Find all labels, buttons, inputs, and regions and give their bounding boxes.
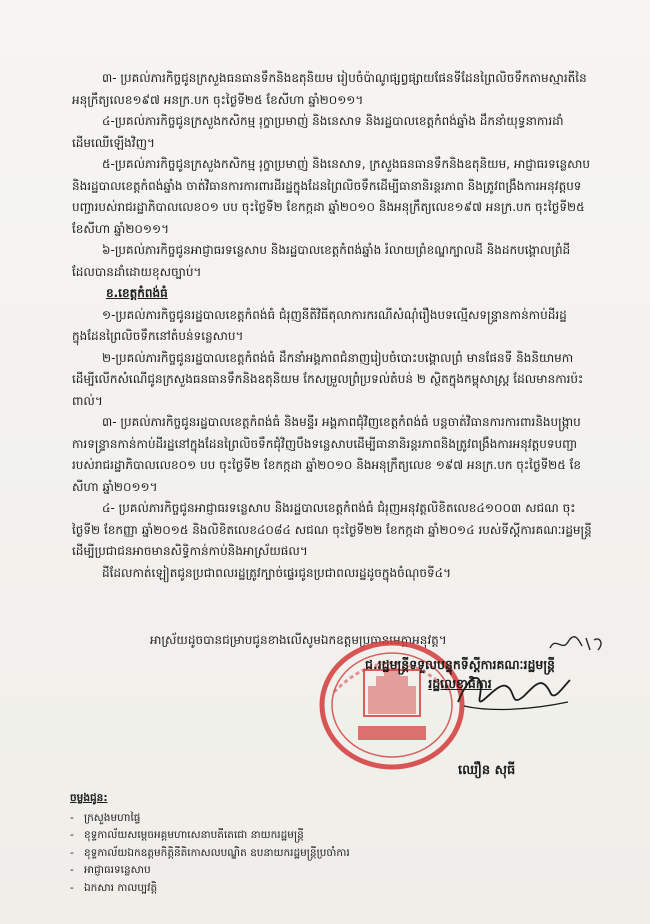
sender-role: រដ្ឋលេខាធិការ — [428, 676, 492, 691]
section-heading: ខ.ខេត្តកំពង់ធំ — [106, 286, 168, 300]
paragraph-b5: ដីដែលកាត់ឡៀតជូនប្រជាពលរដ្ឋត្រូវក្បាច់ផ្ទេរជូនប្រជាពលរដ្ឋដូចក្នុងចំណុចទី៤។ — [102, 565, 452, 580]
signer-name: ឈឿន សុធី — [458, 763, 516, 778]
handwritten-date — [548, 632, 608, 654]
paragraph-4: ៤-ប្រគល់ភារកិច្ចជូនក្រសួងកសិកម្ម រុក្ខាប្រមាញ់ និងនេសាទ និងរដ្ឋបាលខេត្តកំពង់ឆ្នាំង ដឹកនាំយុទ្ធនាការដាំដើមឈើឡើងវិញ។ — [72, 114, 564, 150]
paragraph-b1: ១-ប្រគល់ភារកិច្ចជូនរដ្ឋបាលខេត្តកំពង់ធំ ជំរុញនីតិវិធីតុលាការករណីសំណុំរឿងបទល្មើសទន្ទ្រានកាន់កាប់ដីរដ្ឋក្នុងដែនព្រៃលិចទឹកនៅតំបន់ទន្លេសាប។ — [72, 307, 567, 343]
list-item: - ខុទ្ទកាល័យឯកឧត្តមកិត្តិនីតិកោសលបណ្ឌិត ឧបនាយករដ្ឋមន្ត្រីប្រចាំការ — [70, 846, 350, 859]
list-item: - ខុទ្ទកាល័យសម្តេចអគ្គមហាសេនាបតីតេជោ នាយករដ្ឋមន្ត្រី — [70, 829, 304, 841]
paragraph-3: ៣- ប្រគល់ភារកិច្ចជូនក្រសួងធនធានទឹកនិងឧតុនិយម រៀបចំប៉ាណូផ្សព្វផ្សាយផែនទីដែនព្រៃលិចទឹកតាមស្មារតីនៃអនុក្រឹត្យលេខ១៩៧ អនក្រ.បក ចុះថ្ងៃទី២៥ ខែសីហា ឆ្នាំ២០១១។ — [72, 71, 587, 107]
closing-line: អាស្រ័យដូចបានជម្រាបជូនខាងលើសូមឯកឧត្តមប្រធានមេត្តាអនុវត្ត។ — [150, 633, 447, 647]
paragraph-b2: ២-ប្រគល់ភារកិច្ចជូនរដ្ឋបាលខេត្តកំពង់ធំ ដឹកនាំអង្គភាពជំនាញរៀបចំបោះបង្គោលព្រំ មានផែនទី និងនិយាមកា ដើម្បីលើកសំណើជូនក្រសួងធនធានទឹកនិងឧតុនិយម កែសម្រួលព្រំប្រទល់តំបន់ ២ ស្ថិតក្នុងកម្ពុសាស្ត្រ ដែលមានការប៉ះពាល់។ — [72, 350, 584, 408]
list-item: - ក្រសួងមហាផ្ទៃ — [70, 811, 141, 824]
list-item: - អាជ្ញាធរទន្លេសាប — [70, 864, 151, 876]
paragraph-5: ៥-ប្រគល់ភារកិច្ចជូនក្រសួងកសិកម្ម រុក្ខាប្រមាញ់ និងនេសាទ, ក្រសួងធនធានទឹកនិងឧតុនិយម, អាជ្ញាធរទន្លេសាប និងរដ្ឋបាលខេត្តកំពង់ឆ្នាំង ចាត់វិធានការការពារដីរដ្ឋក្នុងដែនព្រៃលិចទឹកដើម្បីធានានិរន្តរភាព និងត្រូវពង្រឹងការអនុវត្តបទបញ្ជារបស់រាជរដ្ឋាភិបាលលេខ០១ បប ចុះថ្ងៃទី២ ខែកក្កដា ឆ្នាំ២០១០ និងអនុក្រឹត្យលេខ១៩៧ អនក្រ.បក ចុះថ្ងៃទី២៥ ខែសីហា ឆ្នាំ២០១១។ — [72, 157, 590, 236]
paragraph-b4: ៤- ប្រគល់ភារកិច្ចជូនអាជ្ញាធរទន្លេសាប និងរដ្ឋបាលខេត្តកំពង់ធំ ជំរុញអនុវត្តលិខិតលេខ៤១០០៣ សជណ ចុះថ្ងៃទី២ ខែកញ្ញា ឆ្នាំ២០១៥ និងលិខិតលេខ៤០៨៤ សជណ ចុះថ្ងៃទី២២ ខែកក្កដា ឆ្នាំ២០១៤ របស់ទីស្តីការគណៈរដ្ឋមន្ត្រី ដើម្បីប្រជាជនអាចមានសិទ្ធិកាន់កាប់និងអាស្រ័យផល។ — [72, 501, 592, 558]
list-item: - ឯកសារ កាលប្បវត្តិ — [70, 881, 158, 894]
sender-title: ជ.រដ្ឋមន្ត្រីទទួលបន្ទុកទីស្តីការគណៈរដ្ឋមន្ត្រី — [365, 657, 555, 672]
copy-recipients — [70, 790, 510, 897]
signature-icon — [450, 662, 580, 722]
document-body — [72, 68, 592, 584]
paragraph-b3: ៣- ប្រគល់ភារកិច្ចជូនរដ្ឋបាលខេត្តកំពង់ធំ និងមន្ទីរ អង្គភាពជុំវិញខេត្តកំពង់ធំ បន្តចាត់វិធានការការពារនិងបង្ក្រាបការទន្ទ្រានកាន់កាប់ដីរដ្ឋនៅក្នុងដែនព្រៃលិចទឹកជុំវិញបឹងទន្លេសាបដើម្បីធានានិរន្តរភាពនិងត្រូវពង្រឹងការអនុវត្តបទបញ្ជារបស់រាជរដ្ឋាភិបាលលេខ០១ បប ចុះថ្ងៃទី២ ខែកក្កដា ឆ្នាំ២០១០ និងអនុក្រឹត្យលេខ ១៩៧ អនក្រ.បក ចុះថ្ងៃទី២៥ ខែសីហា ឆ្នាំ២០១១។ — [72, 415, 582, 494]
recipients-title: ចម្លងជូន: — [70, 792, 108, 804]
paragraph-6: ៦-ប្រគល់ភារកិច្ចជូនអាជ្ញាធរទន្លេសាប និងរដ្ឋបាលខេត្តកំពង់ឆ្នាំង រំលាយព្រំខណ្ឌក្បាលដី និងដកបង្គោលព្រំដីដែលបានដាំដោយខុសច្បាប់។ — [72, 243, 571, 279]
